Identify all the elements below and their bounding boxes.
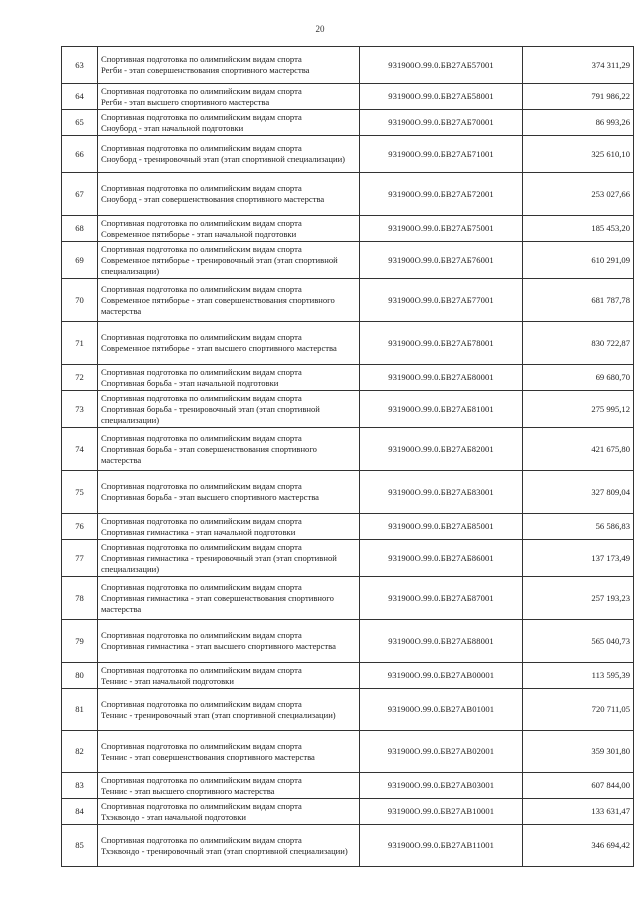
service-name-rest: Спортивная гимнастика - этап начальной подготовки bbox=[101, 526, 296, 537]
table-body bbox=[62, 47, 634, 867]
service-name bbox=[98, 47, 360, 84]
registry-code: 931900О.99.0.БВ27АБ75001 bbox=[360, 216, 523, 242]
table-row bbox=[62, 825, 634, 867]
table-row bbox=[62, 365, 634, 391]
table-row bbox=[62, 540, 634, 577]
service-name-line1: Спортивная подготовка по олимпийским видам спорта bbox=[101, 217, 302, 228]
row-number: 81 bbox=[62, 689, 98, 731]
registry-code: 931900О.99.0.БВ27АБ80001 bbox=[360, 365, 523, 391]
service-name-rest: Сноуборд - тренировочный этап (этап спортивной специализации) bbox=[101, 154, 346, 164]
row-number: 79 bbox=[62, 620, 98, 663]
registry-code: 931900О.99.0.БВ27АБ85001 bbox=[360, 514, 523, 540]
amount: 137 173,49 bbox=[523, 540, 634, 577]
service-name-line1: Спортивная подготовка по олимпийским видам спорта bbox=[101, 54, 302, 64]
amount: 325 610,10 bbox=[523, 136, 634, 173]
service-name-line1: Спортивная подготовка по олимпийским видам спорта bbox=[101, 85, 302, 96]
row-number: 77 bbox=[62, 540, 98, 577]
table-row bbox=[62, 110, 634, 136]
service-name-rest: Теннис - этап совершенствования спортивного мастерства bbox=[101, 751, 315, 762]
service-name bbox=[98, 773, 360, 799]
table-row bbox=[62, 731, 634, 773]
service-name-rest: Тхэквондо - тренировочный этап (этап спортивной специализации) bbox=[101, 845, 348, 856]
service-name-line1: Спортивная подготовка по олимпийским видам спорта bbox=[101, 740, 302, 751]
service-name bbox=[98, 84, 360, 110]
amount: 681 787,78 bbox=[523, 279, 634, 322]
table-row bbox=[62, 620, 634, 663]
registry-code: 931900О.99.0.БВ27АБ81001 bbox=[360, 391, 523, 428]
service-name bbox=[98, 216, 360, 242]
service-name-rest: Спортивная гимнастика - тренировочный этап (этап спортивной специализации) bbox=[101, 552, 337, 574]
service-name-line1: Спортивная подготовка по олимпийским видам спорта bbox=[101, 541, 302, 552]
amount: 374 311,29 bbox=[523, 47, 634, 84]
registry-code: 931900О.99.0.БВ27АБ87001 bbox=[360, 577, 523, 620]
amount: 359 301,80 bbox=[523, 731, 634, 773]
registry-code: 931900О.99.0.БВ27АВ02001 bbox=[360, 731, 523, 773]
service-name bbox=[98, 825, 360, 867]
amount: 607 844,00 bbox=[523, 773, 634, 799]
registry-code: 931900О.99.0.БВ27АВ01001 bbox=[360, 689, 523, 731]
amount: 565 040,73 bbox=[523, 620, 634, 663]
amount: 327 809,04 bbox=[523, 471, 634, 514]
service-name bbox=[98, 391, 360, 428]
table-row bbox=[62, 471, 634, 514]
table-row bbox=[62, 279, 634, 322]
service-name-line1: Спортивная подготовка по олимпийским видам спорта bbox=[101, 481, 302, 491]
service-name bbox=[98, 428, 360, 471]
service-name-line1: Спортивная подготовка по олимпийским видам спорта bbox=[101, 581, 302, 592]
service-name bbox=[98, 689, 360, 731]
amount: 86 993,26 bbox=[523, 110, 634, 136]
amount: 346 694,42 bbox=[523, 825, 634, 867]
service-name-line1: Спортивная подготовка по олимпийским видам спорта bbox=[101, 366, 302, 377]
service-name-rest: Регби - этап совершенствования спортивного мастерства bbox=[101, 65, 310, 75]
service-name-line1: Спортивная подготовка по олимпийским видам спорта bbox=[101, 243, 302, 254]
table-row bbox=[62, 799, 634, 825]
amount: 791 986,22 bbox=[523, 84, 634, 110]
service-name-line1: Спортивная подготовка по олимпийским видам спорта bbox=[101, 834, 302, 845]
service-name-rest: Спортивная борьба - тренировочный этап (этап спортивной специализации) bbox=[101, 403, 320, 425]
amount: 56 586,83 bbox=[523, 514, 634, 540]
service-name-rest: Сноуборд - этап начальной подготовки bbox=[101, 122, 244, 133]
registry-code: 931900О.99.0.БВ27АВ11001 bbox=[360, 825, 523, 867]
row-number: 72 bbox=[62, 365, 98, 391]
service-name bbox=[98, 365, 360, 391]
service-name-line1: Спортивная подготовка по олимпийским видам спорта bbox=[101, 283, 302, 294]
service-name-line1: Спортивная подготовка по олимпийским видам спорта bbox=[101, 800, 302, 811]
registry-code: 931900О.99.0.БВ27АБ88001 bbox=[360, 620, 523, 663]
registry-code: 931900О.99.0.БВ27АВ00001 bbox=[360, 663, 523, 689]
service-name-rest: Спортивная гимнастика - этап высшего спортивного мастерства bbox=[101, 641, 336, 651]
registry-code: 931900О.99.0.БВ27АБ58001 bbox=[360, 84, 523, 110]
service-name-rest: Современное пятиборье - этап начальной подготовки bbox=[101, 228, 297, 239]
table-row bbox=[62, 428, 634, 471]
amount: 185 453,20 bbox=[523, 216, 634, 242]
registry-code: 931900О.99.0.БВ27АБ77001 bbox=[360, 279, 523, 322]
row-number: 76 bbox=[62, 514, 98, 540]
service-name-line1: Спортивная подготовка по олимпийским видам спорта bbox=[101, 515, 302, 526]
services-table bbox=[61, 46, 634, 867]
service-name bbox=[98, 242, 360, 279]
service-name bbox=[98, 731, 360, 773]
registry-code: 931900О.99.0.БВ27АБ76001 bbox=[360, 242, 523, 279]
amount: 257 193,23 bbox=[523, 577, 634, 620]
service-name-rest: Регби - этап высшего спортивного мастерства bbox=[101, 96, 270, 107]
row-number: 78 bbox=[62, 577, 98, 620]
row-number: 67 bbox=[62, 173, 98, 216]
service-name bbox=[98, 799, 360, 825]
row-number: 74 bbox=[62, 428, 98, 471]
table-row bbox=[62, 391, 634, 428]
service-name bbox=[98, 471, 360, 514]
row-number: 69 bbox=[62, 242, 98, 279]
service-name-line1: Спортивная подготовка по олимпийским видам спорта bbox=[101, 392, 302, 403]
amount: 113 595,39 bbox=[523, 663, 634, 689]
table-row bbox=[62, 322, 634, 365]
amount: 830 722,87 bbox=[523, 322, 634, 365]
registry-code: 931900О.99.0.БВ27АБ57001 bbox=[360, 47, 523, 84]
service-name bbox=[98, 279, 360, 322]
row-number: 83 bbox=[62, 773, 98, 799]
registry-code: 931900О.99.0.БВ27АВ03001 bbox=[360, 773, 523, 799]
table-row bbox=[62, 216, 634, 242]
table-row bbox=[62, 242, 634, 279]
amount: 421 675,80 bbox=[523, 428, 634, 471]
row-number: 80 bbox=[62, 663, 98, 689]
service-name bbox=[98, 136, 360, 173]
service-name-line1: Спортивная подготовка по олимпийским видам спорта bbox=[101, 630, 302, 640]
page-number: 20 bbox=[315, 24, 325, 34]
service-name bbox=[98, 322, 360, 365]
service-name-line1: Спортивная подготовка по олимпийским видам спорта bbox=[101, 432, 302, 443]
row-number: 65 bbox=[62, 110, 98, 136]
service-name bbox=[98, 577, 360, 620]
service-name-line1: Спортивная подготовка по олимпийским видам спорта bbox=[101, 111, 302, 122]
amount: 720 711,05 bbox=[523, 689, 634, 731]
row-number: 66 bbox=[62, 136, 98, 173]
service-name bbox=[98, 620, 360, 663]
service-name-rest: Спортивная гимнастика - этап совершенствования спортивного мастерства bbox=[101, 592, 334, 614]
table-row bbox=[62, 84, 634, 110]
row-number: 68 bbox=[62, 216, 98, 242]
service-name bbox=[98, 663, 360, 689]
table-row bbox=[62, 173, 634, 216]
service-name-rest: Тхэквондо - этап начальной подготовки bbox=[101, 811, 247, 822]
amount: 275 995,12 bbox=[523, 391, 634, 428]
service-name-rest: Спортивная борьба - этап совершенствования спортивного мастерства bbox=[101, 443, 317, 465]
service-name-line1: Спортивная подготовка по олимпийским видам спорта bbox=[101, 664, 302, 675]
table-row bbox=[62, 689, 634, 731]
registry-code: 931900О.99.0.БВ27АБ72001 bbox=[360, 173, 523, 216]
row-number: 63 bbox=[62, 47, 98, 84]
service-name-line1: Спортивная подготовка по олимпийским видам спорта bbox=[101, 183, 302, 193]
service-name-rest: Спортивная борьба - этап начальной подготовки bbox=[101, 377, 279, 388]
service-name bbox=[98, 110, 360, 136]
amount: 253 027,66 bbox=[523, 173, 634, 216]
row-number: 84 bbox=[62, 799, 98, 825]
service-name-line1: Спортивная подготовка по олимпийским видам спорта bbox=[101, 698, 302, 709]
service-name-rest: Теннис - тренировочный этап (этап спортивной специализации) bbox=[101, 709, 336, 720]
service-name bbox=[98, 540, 360, 577]
service-name-rest: Современное пятиборье - этап совершенствования спортивного мастерства bbox=[101, 294, 335, 316]
row-number: 75 bbox=[62, 471, 98, 514]
registry-code: 931900О.99.0.БВ27АБ83001 bbox=[360, 471, 523, 514]
amount: 69 680,70 bbox=[523, 365, 634, 391]
registry-code: 931900О.99.0.БВ27АБ82001 bbox=[360, 428, 523, 471]
registry-code: 931900О.99.0.БВ27АБ78001 bbox=[360, 322, 523, 365]
amount: 133 631,47 bbox=[523, 799, 634, 825]
service-name-rest: Теннис - этап начальной подготовки bbox=[101, 675, 234, 686]
row-number: 70 bbox=[62, 279, 98, 322]
table-row bbox=[62, 514, 634, 540]
table-row bbox=[62, 47, 634, 84]
row-number: 64 bbox=[62, 84, 98, 110]
table-row bbox=[62, 663, 634, 689]
registry-code: 931900О.99.0.БВ27АБ70001 bbox=[360, 110, 523, 136]
registry-code: 931900О.99.0.БВ27АБ86001 bbox=[360, 540, 523, 577]
row-number: 73 bbox=[62, 391, 98, 428]
service-name bbox=[98, 173, 360, 216]
service-name-line1: Спортивная подготовка по олимпийским видам спорта bbox=[101, 332, 302, 342]
service-name-line1: Спортивная подготовка по олимпийским видам спорта bbox=[101, 774, 302, 785]
service-name-rest: Современное пятиборье - тренировочный этап (этап спортивной специализации) bbox=[101, 254, 338, 276]
table-row bbox=[62, 577, 634, 620]
row-number: 82 bbox=[62, 731, 98, 773]
row-number: 85 bbox=[62, 825, 98, 867]
service-name bbox=[98, 514, 360, 540]
table-row bbox=[62, 136, 634, 173]
row-number: 71 bbox=[62, 322, 98, 365]
service-name-line1: Спортивная подготовка по олимпийским видам спорта bbox=[101, 143, 302, 153]
service-name-rest: Теннис - этап высшего спортивного мастерства bbox=[101, 785, 275, 796]
service-name-rest: Сноуборд - этап совершенствования спортивного мастерства bbox=[101, 194, 325, 204]
registry-code: 931900О.99.0.БВ27АВ10001 bbox=[360, 799, 523, 825]
registry-code: 931900О.99.0.БВ27АБ71001 bbox=[360, 136, 523, 173]
service-name-rest: Спортивная борьба - этап высшего спортивного мастерства bbox=[101, 492, 319, 502]
service-name-rest: Современное пятиборье - этап высшего спортивного мастерства bbox=[101, 343, 337, 353]
amount: 610 291,09 bbox=[523, 242, 634, 279]
table-row bbox=[62, 773, 634, 799]
